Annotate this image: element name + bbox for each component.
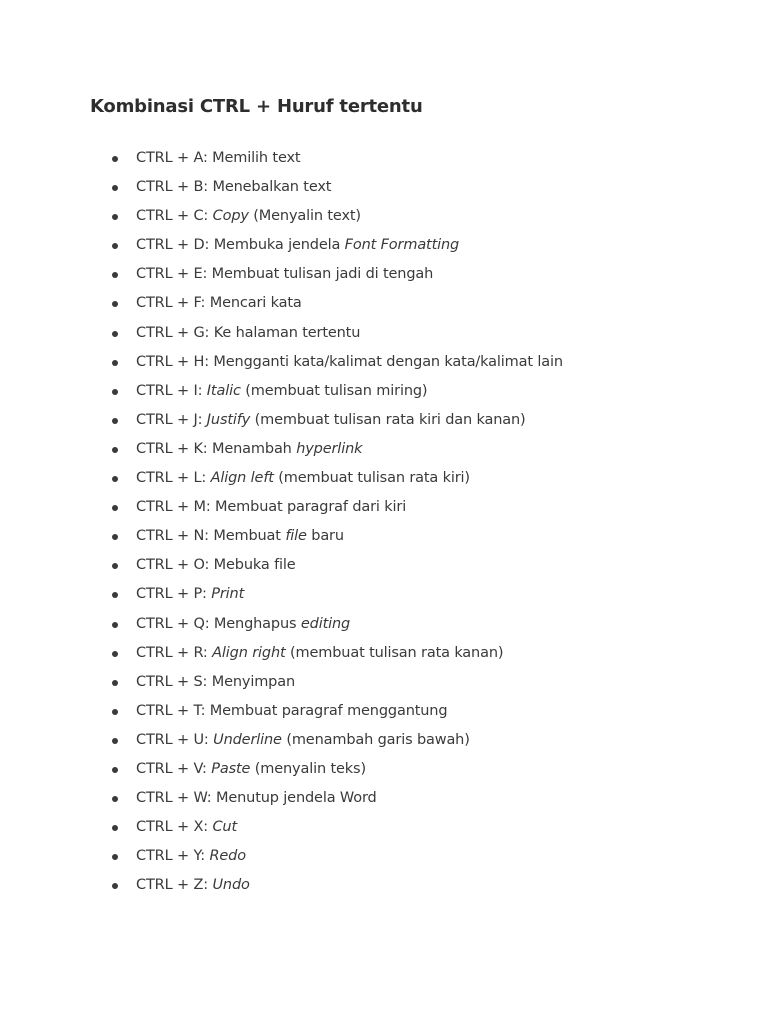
shortcut-description: Membuat tulisan jadi di tengah <box>211 266 434 283</box>
bullet-icon <box>112 301 118 307</box>
shortcut-description: Membuat paragraf menggantung <box>209 702 448 719</box>
shortcut-term: Copy <box>212 208 249 225</box>
shortcut-key: CTRL + H: <box>136 353 209 370</box>
shortcut-note: baru <box>311 528 344 545</box>
bullet-icon <box>112 505 118 511</box>
list-item <box>0 611 768 640</box>
bullet-icon <box>112 825 118 831</box>
shortcut-key: CTRL + O: <box>136 557 210 574</box>
list-item <box>0 261 768 290</box>
shortcut-term: editing <box>300 615 351 632</box>
shortcut-term: Paste <box>211 760 251 777</box>
bullet-icon <box>112 680 118 686</box>
shortcut-key: CTRL + D: <box>136 237 210 254</box>
shortcut-description: Membuat <box>213 528 281 545</box>
list-item <box>0 698 768 727</box>
shortcut-key: CTRL + M: <box>136 499 211 516</box>
shortcut-term: Print <box>211 586 245 603</box>
bullet-icon <box>112 389 118 395</box>
shortcut-note: (Menyalin text) <box>253 208 361 225</box>
bullet-icon <box>112 331 118 337</box>
shortcut-description: Mengganti kata/kalimat dengan kata/kalimat lain <box>213 353 563 370</box>
list-item <box>0 727 768 756</box>
list-item <box>0 349 768 378</box>
shortcut-key: CTRL + S: <box>136 673 208 690</box>
shortcut-term: Redo <box>209 848 246 865</box>
list-item <box>0 640 768 669</box>
list-item <box>0 378 768 407</box>
bullet-icon <box>112 883 118 889</box>
list-item <box>0 523 768 552</box>
list-item <box>0 145 768 174</box>
list-item <box>0 174 768 203</box>
shortcut-term: Align left <box>210 470 274 487</box>
shortcut-term: hyperlink <box>296 440 363 457</box>
bullet-icon <box>112 767 118 773</box>
bullet-icon <box>112 214 118 220</box>
list-item <box>0 785 768 814</box>
bullet-icon <box>112 418 118 424</box>
list-item <box>0 290 768 319</box>
shortcut-description: Menambah <box>212 440 292 457</box>
shortcut-key: CTRL + Z: <box>136 877 208 894</box>
shortcut-key: CTRL + N: <box>136 528 209 545</box>
shortcut-description: Mebuka file <box>213 557 296 574</box>
bullet-icon <box>112 622 118 628</box>
list-item <box>0 203 768 232</box>
shortcut-key: CTRL + G: <box>136 324 210 341</box>
shortcut-key: CTRL + X: <box>136 819 208 836</box>
shortcut-description: Membuat paragraf dari kiri <box>215 499 407 516</box>
shortcut-note: (menambah garis bawah) <box>286 731 470 748</box>
shortcut-description: Mencari kata <box>209 295 302 312</box>
section-heading: Kombinasi CTRL + Huruf tertentu <box>90 96 423 117</box>
list-item <box>0 669 768 698</box>
shortcut-description: Ke halaman tertentu <box>213 324 361 341</box>
list-item <box>0 407 768 436</box>
bullet-icon <box>112 534 118 540</box>
list-item <box>0 436 768 465</box>
list-item <box>0 581 768 610</box>
bullet-icon <box>112 476 118 482</box>
shortcut-key: CTRL + C: <box>136 208 209 225</box>
shortcut-key: CTRL + F: <box>136 295 206 312</box>
shortcut-key: CTRL + I: <box>136 382 203 399</box>
shortcut-key: CTRL + W: <box>136 790 212 807</box>
shortcut-term: Align right <box>212 644 286 661</box>
bullet-icon <box>112 592 118 598</box>
shortcut-term: Justify <box>206 411 251 428</box>
shortcut-key: CTRL + K: <box>136 440 208 457</box>
list-item <box>0 320 768 349</box>
bullet-icon <box>112 156 118 162</box>
shortcut-key: CTRL + P: <box>136 586 207 603</box>
shortcut-key: CTRL + E: <box>136 266 208 283</box>
bullet-icon <box>112 272 118 278</box>
list-item <box>0 814 768 843</box>
shortcut-key: CTRL + T: <box>136 702 206 719</box>
shortcut-term: Undo <box>212 877 250 894</box>
shortcut-key: CTRL + U: <box>136 731 209 748</box>
shortcut-description: Menebalkan text <box>212 179 332 196</box>
bullet-icon <box>112 854 118 860</box>
shortcut-note: (membuat tulisan miring) <box>245 382 428 399</box>
shortcut-key: CTRL + A: <box>136 150 208 166</box>
shortcut-list <box>0 145 768 901</box>
shortcut-key: CTRL + R: <box>136 644 208 661</box>
list-item <box>0 232 768 261</box>
shortcut-description: Menghapus <box>213 615 297 632</box>
bullet-icon <box>112 447 118 453</box>
list-item <box>0 843 768 872</box>
bullet-icon <box>112 243 118 249</box>
shortcut-term: Underline <box>213 731 282 748</box>
list-item <box>0 872 768 901</box>
shortcut-key: CTRL + Y: <box>136 848 205 865</box>
shortcut-note: (menyalin teks) <box>254 760 366 777</box>
shortcut-key: CTRL + Q: <box>136 615 210 632</box>
shortcut-description: Menutup jendela Word <box>216 790 377 807</box>
shortcut-term: Italic <box>206 382 241 399</box>
shortcut-description: Membuka jendela <box>213 237 341 254</box>
bullet-icon <box>112 360 118 366</box>
shortcut-term: Font Formatting <box>344 237 460 254</box>
bullet-icon <box>112 709 118 715</box>
shortcut-note: (membuat tulisan rata kiri dan kanan) <box>254 411 526 428</box>
bullet-icon <box>112 651 118 657</box>
shortcut-term: Cut <box>212 819 238 836</box>
shortcut-description: Menyimpan <box>211 673 296 690</box>
list-item <box>0 552 768 581</box>
shortcut-note: (membuat tulisan rata kiri) <box>278 470 470 487</box>
list-item <box>0 756 768 785</box>
list-item <box>0 494 768 523</box>
bullet-icon <box>112 185 118 191</box>
bullet-icon <box>112 796 118 802</box>
bullet-icon <box>112 738 118 744</box>
shortcut-term: file <box>285 528 307 545</box>
list-item <box>0 465 768 494</box>
shortcut-description: Memilih text <box>212 150 301 166</box>
shortcut-key: CTRL + J: <box>136 411 203 428</box>
bullet-icon <box>112 563 118 569</box>
shortcut-key: CTRL + B: <box>136 179 208 196</box>
shortcut-note: (membuat tulisan rata kanan) <box>290 644 504 661</box>
shortcut-key: CTRL + L: <box>136 470 207 487</box>
shortcut-key: CTRL + V: <box>136 760 207 777</box>
